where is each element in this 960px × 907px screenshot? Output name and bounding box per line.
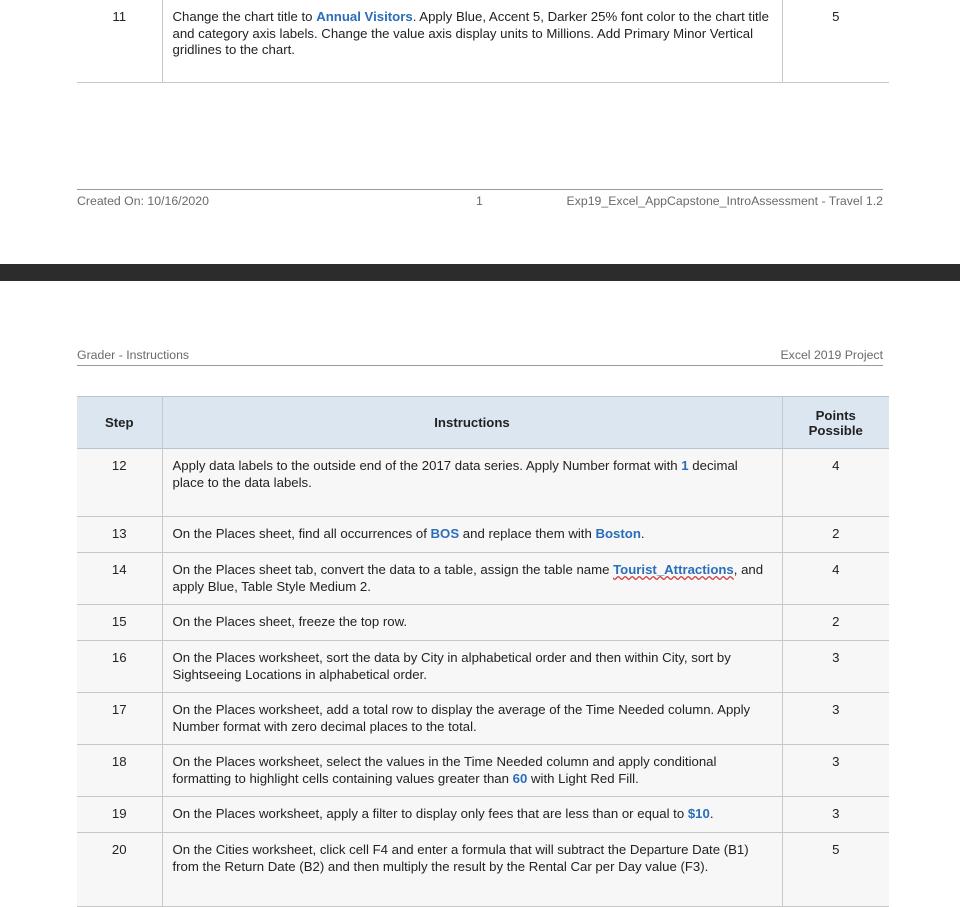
column-header-step: Step: [77, 397, 162, 449]
instruction-text-segment: Change the chart title to: [172, 9, 317, 24]
instruction-text-segment: Apply data labels to the outside end of the 2017 data series. Apply Number format with: [172, 458, 682, 473]
points-value: 4: [782, 449, 889, 517]
step-number: 16: [77, 641, 162, 693]
instruction-text-segment: On the Places sheet, freeze the top row.: [172, 614, 408, 629]
points-value: 3: [782, 797, 889, 833]
instructions-table-header: [77, 397, 889, 449]
instruction-text-segment: decimal place to the data labels.: [172, 458, 738, 490]
instruction-text: [162, 517, 782, 553]
header-title: Grader - Instructions: [77, 348, 190, 362]
instructions-table: [77, 396, 889, 907]
instruction-text: [162, 797, 782, 833]
step-number: 17: [77, 693, 162, 745]
instruction-text-segment: On the Cities worksheet, click cell F4 and enter a formula that will subtract the Departure Date (B1) from the Return Date (B2) and then multiply the result by the Rental Car per Day value (F3).: [172, 842, 749, 874]
footer-page-number: 1: [476, 194, 483, 208]
points-value: 2: [782, 605, 889, 641]
table-name-value: Tourist_Attractions: [613, 562, 734, 577]
instruction-text: [162, 449, 782, 517]
column-header-points: [782, 397, 889, 449]
previous-page-instructions-table: [77, 0, 889, 83]
points-value: 5: [782, 833, 889, 907]
table-row: [77, 833, 889, 907]
table-row: [77, 693, 889, 745]
table-row: [77, 0, 889, 82]
table-row: [77, 517, 889, 553]
instruction-text-segment: . Apply Blue, Accent 5, Darker 25% font color to the chart title and category axis labels. Change the value axis display units to Millions. Add Primary Minor Vertical gridlines to the chart.: [172, 9, 769, 57]
instruction-text-segment: On the Places sheet tab, convert the data to a table, assign the table name: [172, 562, 614, 577]
instruction-text: [162, 0, 782, 82]
column-header-instructions: Instructions: [162, 397, 782, 449]
instruction-text-segment: On the Places worksheet, apply a filter to display only fees that are less than or equal to: [172, 806, 688, 821]
instruction-text-segment: .: [640, 526, 645, 541]
instruction-text: [162, 693, 782, 745]
instruction-text: [162, 641, 782, 693]
table-row: [77, 605, 889, 641]
page-break-divider: [0, 264, 960, 281]
step-number: 13: [77, 517, 162, 553]
step-number: 19: [77, 797, 162, 833]
instructions-table-body: [77, 449, 889, 907]
instruction-text: [162, 605, 782, 641]
points-value: 5: [782, 0, 889, 82]
step-number: 18: [77, 745, 162, 797]
page-header: [77, 347, 883, 366]
instruction-text: [162, 553, 782, 605]
instruction-text-segment: On the Places worksheet, select the values in the Time Needed column and apply conditional formatting to highlight cells containing values greater than: [172, 754, 717, 786]
instruction-text-segment: On the Places sheet, find all occurrences of: [172, 526, 431, 541]
page-footer: [77, 189, 883, 208]
instruction-text-segment: and replace them with: [459, 526, 596, 541]
points-value: 3: [782, 745, 889, 797]
instruction-text-segment: On the Places worksheet, add a total row to display the average of the Time Needed column. Apply Number format with zero decimal places to the total.: [172, 702, 751, 734]
table-row: [77, 641, 889, 693]
points-value: 3: [782, 693, 889, 745]
step-number: 14: [77, 553, 162, 605]
table-row: [77, 553, 889, 605]
instruction-text-segment: , and apply Blue, Table Style Medium 2.: [172, 562, 764, 594]
instruction-text-segment: .: [709, 806, 714, 821]
highlighted-value: Annual Visitors: [316, 9, 413, 24]
table-row: [77, 449, 889, 517]
highlighted-value: BOS: [430, 526, 460, 541]
table-row: [77, 745, 889, 797]
footer-created-date: Created On: 10/16/2020: [77, 194, 209, 208]
instruction-text: [162, 833, 782, 907]
step-number: 12: [77, 449, 162, 517]
table-row: [77, 797, 889, 833]
highlighted-value: 1: [681, 458, 689, 473]
points-value: 4: [782, 553, 889, 605]
step-number: 20: [77, 833, 162, 907]
highlighted-value: Boston: [595, 526, 641, 541]
highlighted-value: $10: [687, 806, 710, 821]
step-number: 15: [77, 605, 162, 641]
highlighted-value: 60: [512, 770, 528, 786]
instruction-text-segment: with Light Red Fill.: [527, 770, 639, 786]
instruction-text-segment: On the Places worksheet, sort the data by City in alphabetical order and then within City, sort by Sightseeing Locations in alphabetical order.: [172, 650, 731, 682]
column-header-points-line2: Possible: [808, 422, 863, 438]
step-number: 11: [77, 0, 162, 82]
instruction-text: [162, 745, 782, 797]
points-value: 2: [782, 517, 889, 553]
header-project: Excel 2019 Project: [780, 348, 883, 362]
previous-page-table-body: [77, 0, 889, 82]
footer-file-name: Exp19_Excel_AppCapstone_IntroAssessment - Travel 1.2: [566, 194, 883, 208]
points-value: 3: [782, 641, 889, 693]
column-header-points-line1: Points: [815, 407, 856, 423]
